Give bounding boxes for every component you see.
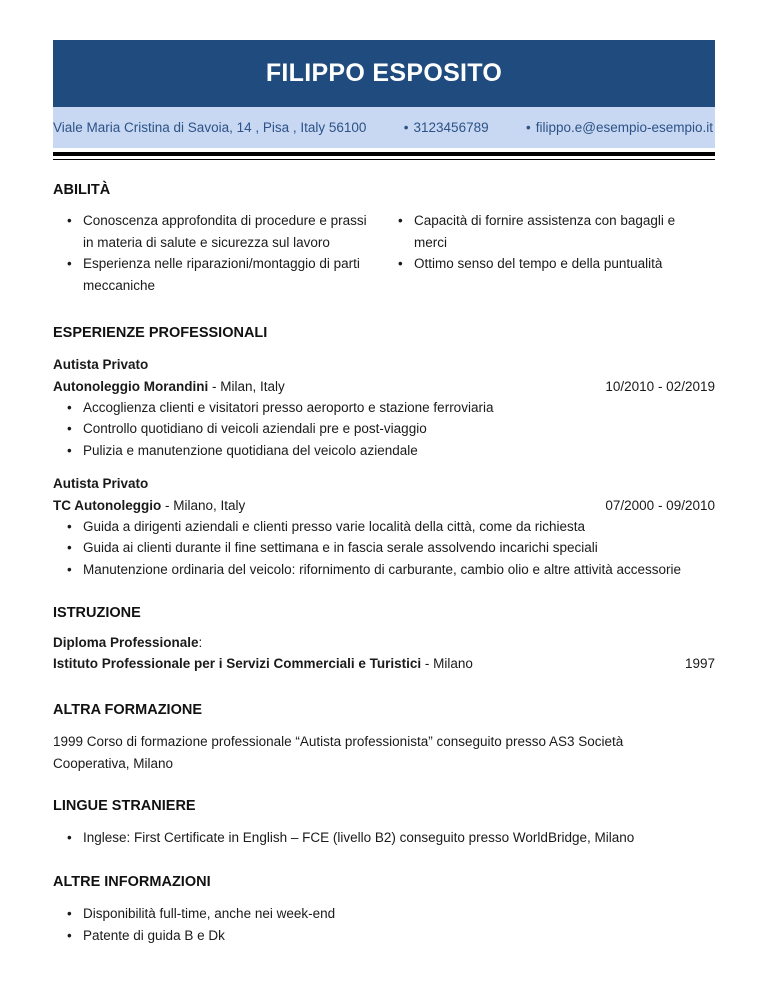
header-divider-thin xyxy=(53,159,715,160)
skills-section xyxy=(53,182,715,296)
skills-right-list xyxy=(384,210,715,296)
resume-page xyxy=(53,40,715,943)
education-degree-suffix: : xyxy=(198,635,203,650)
bullet-icon: • xyxy=(403,120,409,135)
skills-heading: ABILITÀ xyxy=(53,182,111,198)
skills-left-list xyxy=(53,210,384,296)
candidate-name: FILIPPO ESPOSITO xyxy=(265,59,503,87)
phone-text: 3123456789 xyxy=(413,120,489,135)
list-item: • Patente di guida B e Dk xyxy=(53,925,715,947)
education-year: 1997 xyxy=(684,656,715,671)
job-company: Autonoleggio Morandini xyxy=(53,378,209,394)
education-section xyxy=(53,605,715,674)
other-info-heading: ALTRE INFORMAZIONI xyxy=(53,874,211,890)
experience-heading: ESPERIENZE PROFESSIONALI xyxy=(53,325,268,341)
education-degree-line xyxy=(53,632,715,653)
address-text: Viale Maria Cristina di Savoia, 14 , Pisa , Italy 56100 xyxy=(53,120,367,135)
experience-section xyxy=(53,325,715,580)
job-company-line xyxy=(53,376,715,397)
education-school: Istituto Professionale per i Servizi Commerciali e Turistici xyxy=(53,656,422,671)
languages-heading: LINGUE STRANIERE xyxy=(53,798,196,814)
other-info-list xyxy=(53,903,715,946)
list-item: • Conoscenza approfondita di procedure e prassi in materia di salute e sicurezza sul lavoro xyxy=(53,210,384,253)
job-bullets xyxy=(53,397,715,462)
education-school-line xyxy=(53,653,715,674)
job-title: Autista Privato xyxy=(53,357,149,372)
job-title: Autista Privato xyxy=(53,476,149,491)
skills-grid xyxy=(53,210,715,296)
job-location: - Milano, Italy xyxy=(161,497,246,513)
job-location: - Milan, Italy xyxy=(208,378,285,394)
job-company-line xyxy=(53,495,715,516)
bullet-icon: • xyxy=(525,120,531,135)
list-item: • Inglese: First Certificate in English – FCE (livello B2) conseguito presso WorldBridge, Milano xyxy=(53,827,715,849)
contact-phone xyxy=(404,120,489,135)
education-degree: Diploma Professionale xyxy=(53,635,199,650)
job-entry xyxy=(53,354,715,461)
training-section xyxy=(53,702,715,774)
list-item: • Guida a dirigenti aziendali e clienti presso varie località della città, come da richiesta xyxy=(53,516,715,538)
training-heading: ALTRA FORMAZIONE xyxy=(53,702,203,718)
training-text: 1999 Corso di formazione professionale “Autista professionista” conseguito presso AS3 Società Cooperativa, Milano xyxy=(53,734,624,771)
list-item: • Capacità di fornire assistenza con bagagli e merci xyxy=(384,210,715,253)
job-dates: 10/2010 - 02/2019 xyxy=(605,378,715,394)
languages-section xyxy=(53,798,715,849)
contact-bar xyxy=(53,107,715,148)
job-company: TC Autonoleggio xyxy=(53,497,162,513)
list-item: • Controllo quotidiano di veicoli aziendali pre e post-viaggio xyxy=(53,418,715,440)
job-bullets xyxy=(53,516,715,581)
languages-list xyxy=(53,827,715,849)
name-banner xyxy=(53,40,715,107)
education-location: - Milano xyxy=(421,656,473,671)
email-text: filippo.e@esempio-esempio.it xyxy=(535,120,713,135)
job-entry xyxy=(53,473,715,580)
other-info-section xyxy=(53,874,715,946)
contact-address xyxy=(53,120,366,135)
list-item: • Guida ai clienti durante il fine settimana e in fascia serale assolvendo incarichi speciali xyxy=(53,537,715,559)
list-item: • Esperienza nelle riparazioni/montaggio di parti meccaniche xyxy=(53,253,384,296)
header-divider-thick xyxy=(53,152,715,156)
education-heading: ISTRUZIONE xyxy=(53,605,141,621)
list-item: • Disponibilità full-time, anche nei week-end xyxy=(53,903,715,925)
contact-email xyxy=(526,120,713,135)
list-item: • Accoglienza clienti e visitatori presso aeroporto e stazione ferroviaria xyxy=(53,397,715,419)
list-item: • Manutenzione ordinaria del veicolo: rifornimento di carburante, cambio olio e altre attività accessorie xyxy=(53,559,715,581)
list-item: • Ottimo senso del tempo e della puntualità xyxy=(384,253,715,275)
job-dates: 07/2000 - 09/2010 xyxy=(605,497,715,513)
list-item: • Pulizia e manutenzione quotidiana del veicolo aziendale xyxy=(53,440,715,462)
